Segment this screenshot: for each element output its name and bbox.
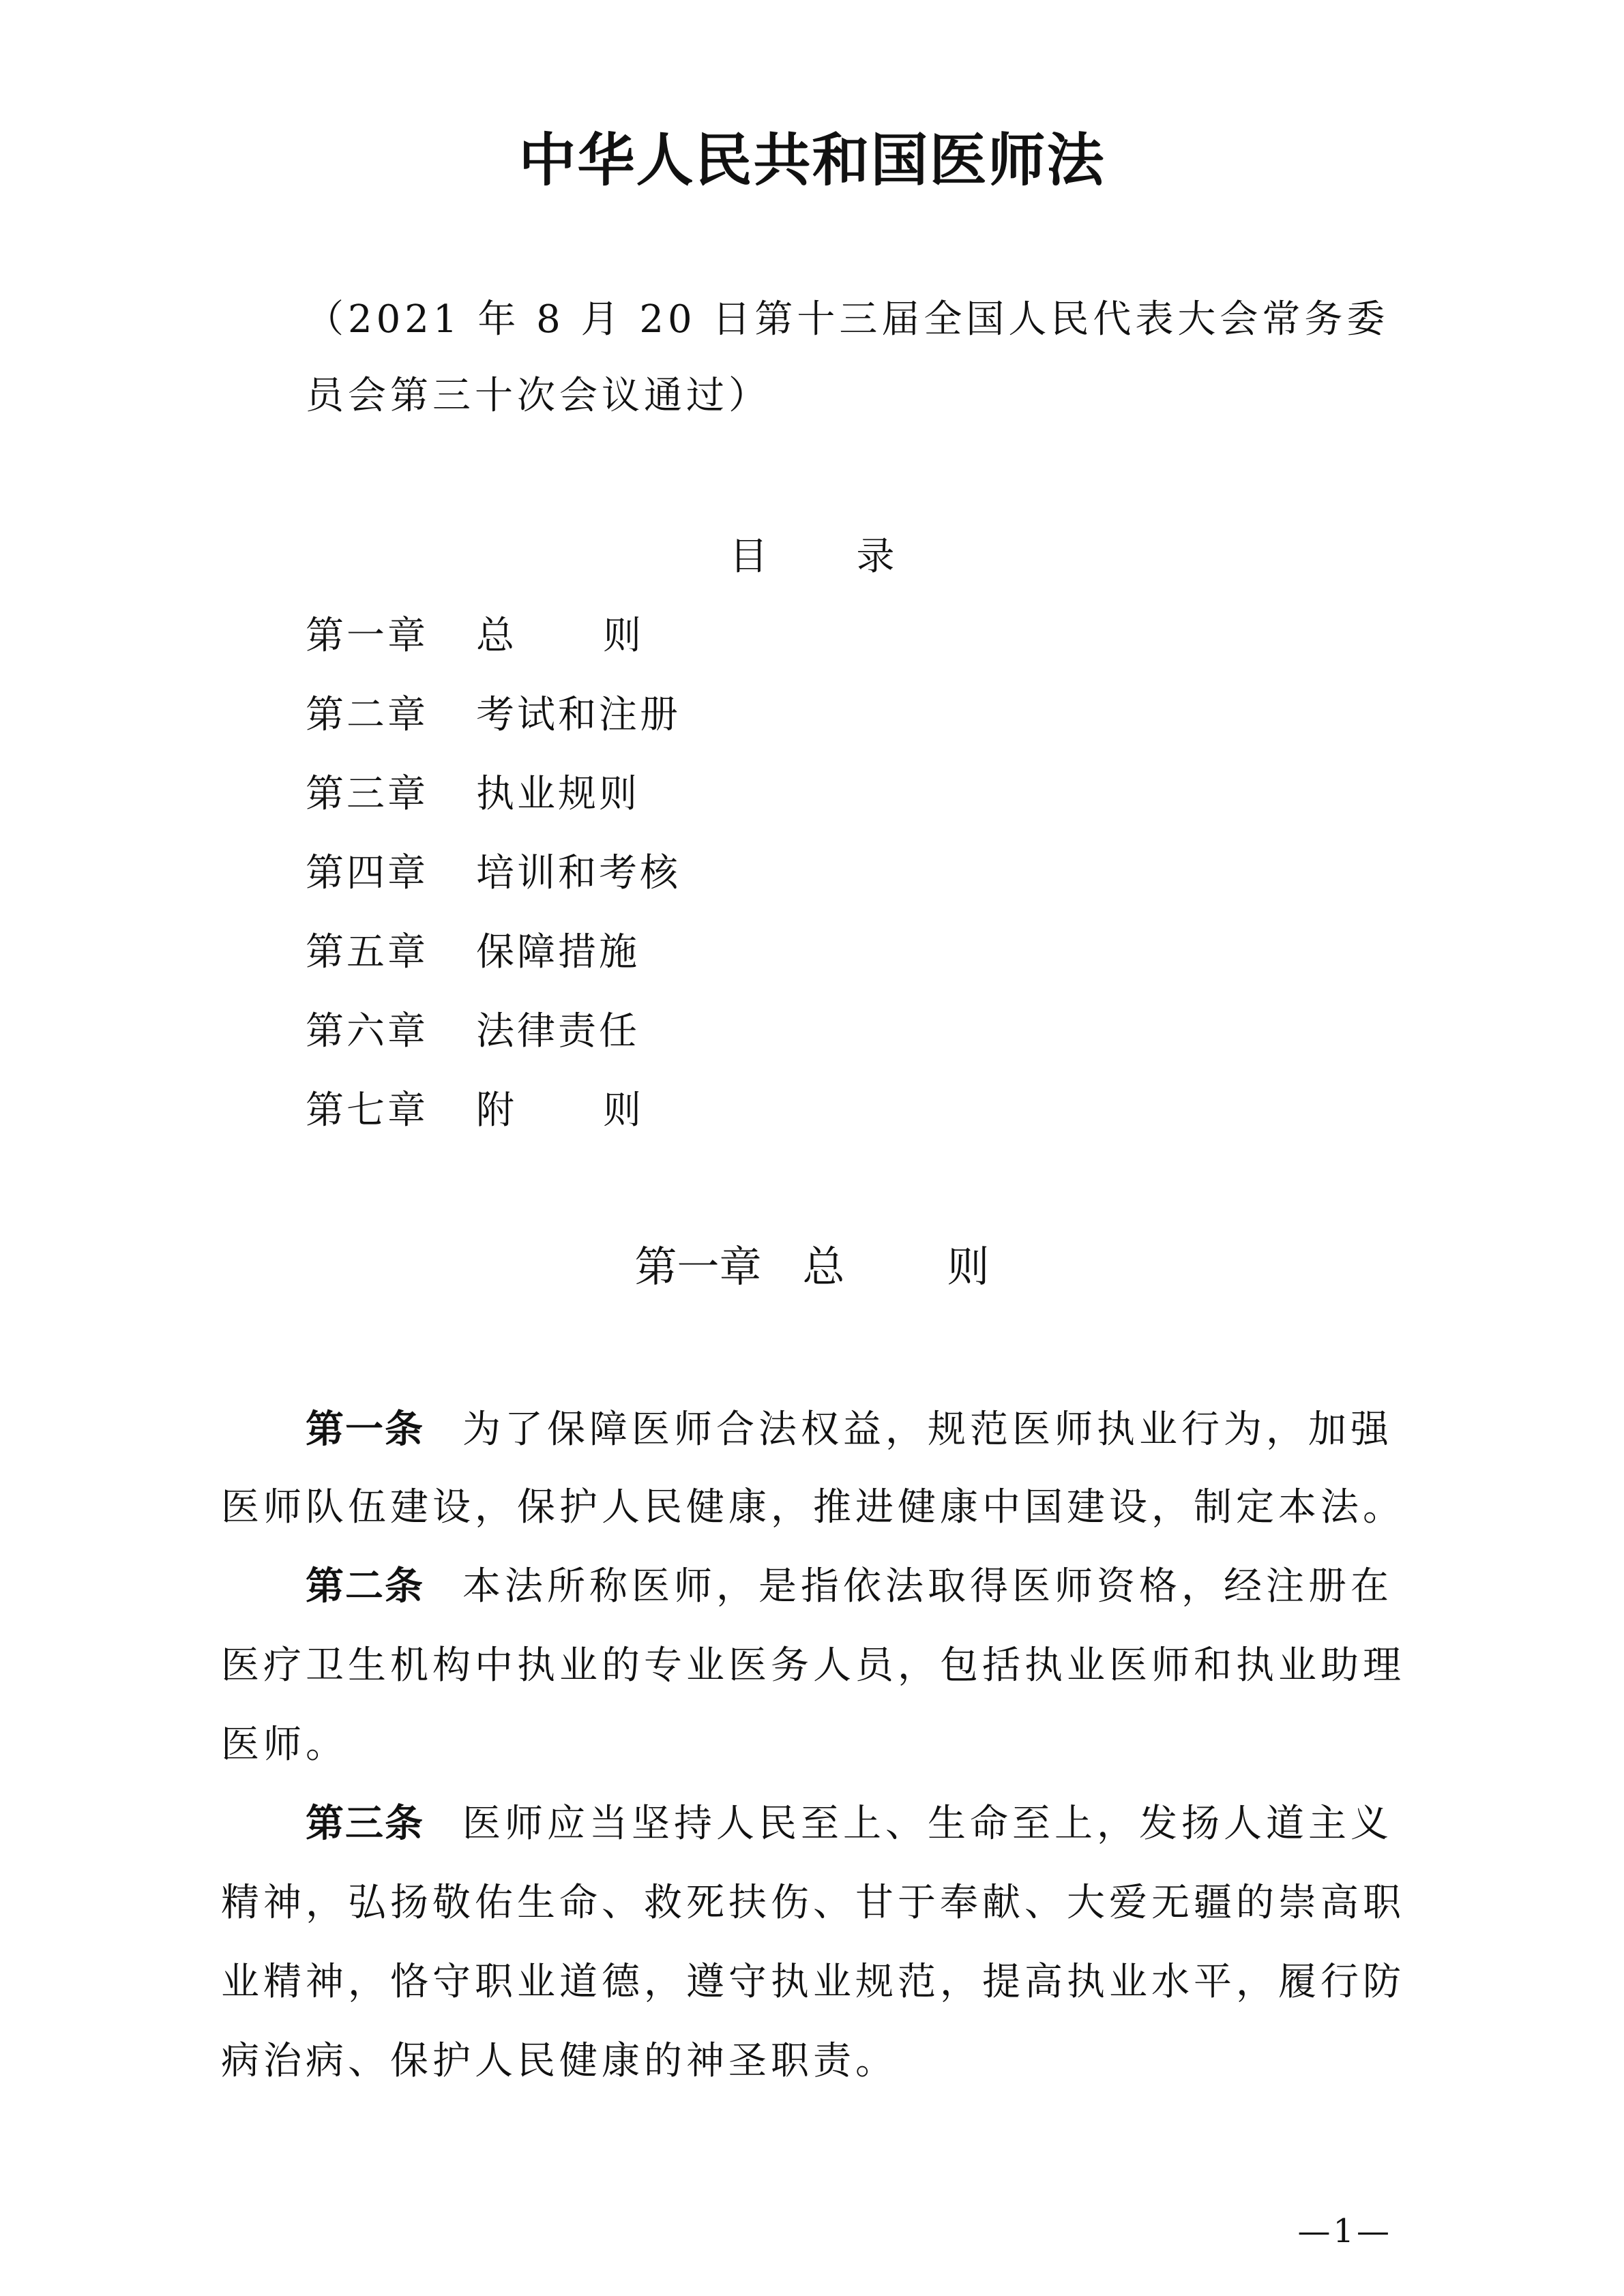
adoption-note-line-2: 员会第三十次会议通过）	[306, 374, 771, 418]
article-text: 本法所称医师，是指依法取得医师资格，经注册在	[462, 1564, 1393, 1609]
toc-item-chapter-4	[306, 843, 681, 897]
article-text: 医师应当坚持人民至上、生命至上，发扬人道主义	[462, 1802, 1393, 1846]
toc-item-name: 考试和注册	[476, 693, 681, 737]
toc-item-chapter-1	[306, 606, 730, 660]
toc-item-name: 附则	[476, 1088, 730, 1133]
article-3-line-2: 精神，弘扬敬佑生命、救死扶伤、甘于奉献、大爱无疆的崇高职	[221, 1881, 1405, 1925]
toc-item-number: 第三章	[306, 772, 428, 816]
toc-item-name: 总则	[476, 614, 730, 658]
toc-item-chapter-2	[306, 685, 681, 739]
article-text: 为了保障医师合法权益，规范医师执业行为，加强	[462, 1407, 1393, 1452]
toc-item-number: 第二章	[306, 693, 428, 737]
toc-heading	[0, 526, 1624, 581]
toc-heading-part-2: 录	[856, 535, 895, 579]
toc-item-number: 第四章	[306, 851, 428, 895]
chapter-number: 第一章	[634, 1242, 762, 1292]
toc-item-chapter-6	[306, 1001, 640, 1056]
article-label: 第三条	[306, 1802, 424, 1846]
toc-item-name: 法律责任	[476, 1009, 640, 1054]
toc-item-number: 第七章	[306, 1088, 428, 1133]
toc-item-number: 第五章	[306, 930, 428, 974]
toc-item-number: 第六章	[306, 1009, 428, 1054]
article-3-line-4: 病治病、保护人民健康的神圣职责。	[221, 2039, 898, 2083]
toc-item-chapter-5	[306, 922, 640, 976]
article-3-line-1	[306, 1793, 1393, 1848]
article-1-line-2: 医师队伍建设，保护人民健康，推进健康中国建设，制定本法。	[221, 1485, 1405, 1530]
toc-item-name: 执业规则	[476, 772, 640, 816]
chapter-heading	[0, 1233, 1624, 1294]
toc-item-name: 培训和考核	[476, 851, 681, 895]
adoption-note-line-1: （2021 年 8 月 20 日第十三届全国人民代表大会常务委	[306, 297, 1389, 342]
article-3-line-3: 业精神，恪守职业道德，遵守执业规范，提高执业水平，履行防	[221, 1960, 1405, 2004]
toc-item-chapter-3	[306, 764, 640, 818]
article-label: 第二条	[306, 1564, 424, 1609]
document-title: 中华人民共和国医师法	[518, 127, 1106, 194]
article-2-line-2: 医疗卫生机构中执业的专业医务人员，包括执业医师和执业助理	[221, 1643, 1405, 1688]
article-2-line-3: 医师。	[221, 1723, 348, 1767]
page-number: —1—	[1297, 2212, 1392, 2250]
toc-heading-part-1: 目	[729, 535, 768, 579]
toc-item-name: 保障措施	[476, 930, 640, 974]
article-2-line-1	[306, 1556, 1393, 1611]
toc-item-chapter-7	[306, 1080, 730, 1135]
article-label: 第一条	[306, 1407, 424, 1452]
toc-item-number: 第一章	[306, 614, 428, 658]
chapter-name: 总则	[802, 1242, 1092, 1292]
article-1-line-1	[306, 1399, 1393, 1454]
